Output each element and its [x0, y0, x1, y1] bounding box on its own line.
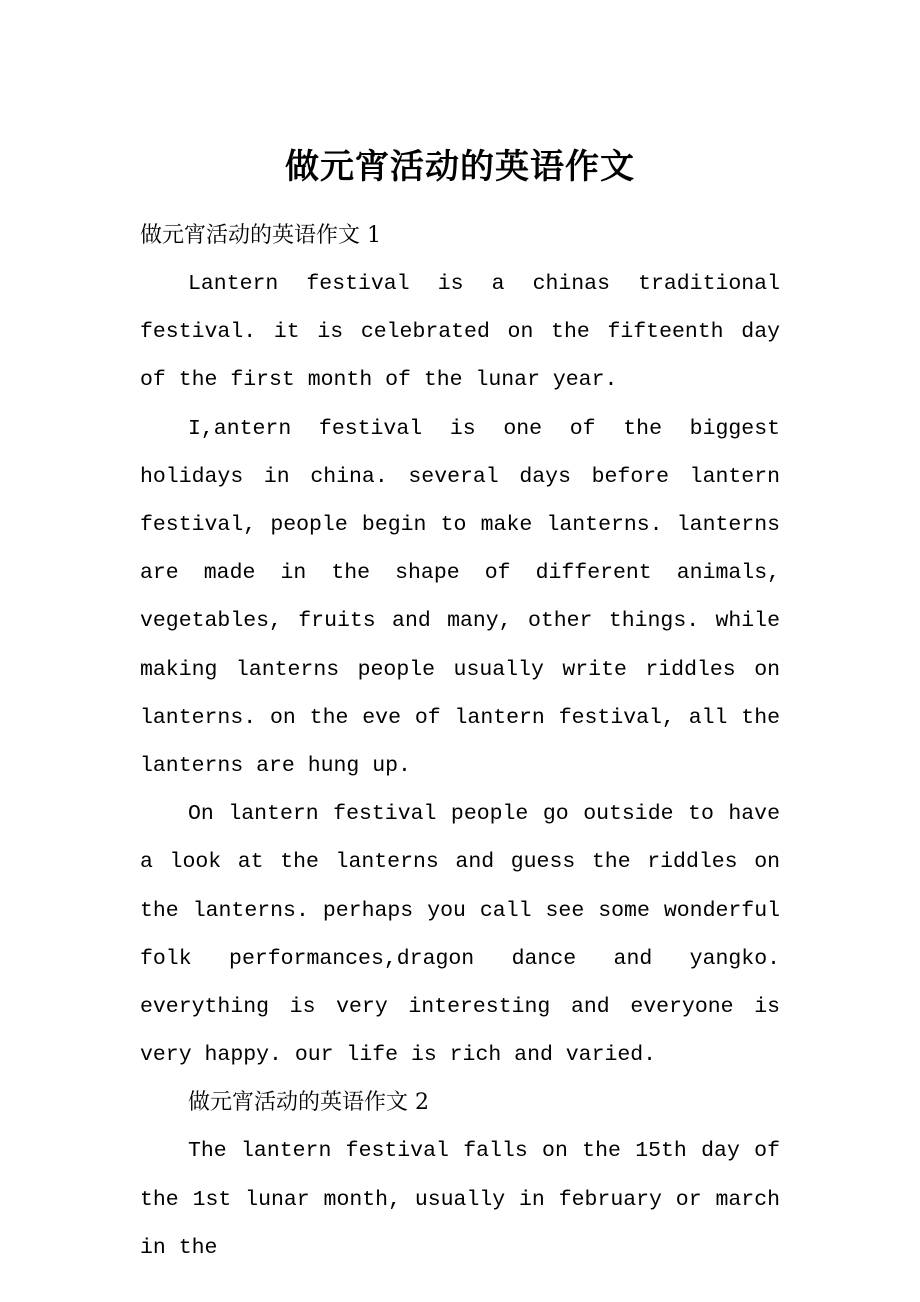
paragraph-1-1: Lantern festival is a chinas traditional festival. it is celebrated on the fifteenth day of the first month of the lunar year.	[140, 272, 780, 393]
essay-section-2	[140, 1079, 780, 1272]
paragraph-1-3: On lantern festival people go outside to have a look at the lanterns and guess the riddles on the lanterns. perhaps you call see some wonderful folk performances,dragon dance and yangko. everything is very interesting and everyone is very happy. our life is rich and varied.	[140, 802, 780, 1068]
section-heading-1: 做元宵活动的英语作文 1	[140, 223, 381, 248]
section-heading-2: 做元宵活动的英语作文 2	[188, 1090, 429, 1116]
paragraph-1-2: I,antern festival is one of the biggest holidays in china. several days before lantern festival, people begin to make lanterns. lanterns are made in the shape of different animals, vegetables, fruits and many, other things. while making lanterns people usually write riddles on lanterns. on the eve of lantern festival, all the lanterns are hung up.	[140, 416, 780, 779]
document-title: 做元宵活动的英语作文	[285, 147, 635, 187]
essay-section-1	[140, 212, 780, 1079]
paragraph-2-1: The lantern festival falls on the 15th day of the 1st lunar month, usually in february or march in the	[140, 1139, 780, 1260]
document-page	[140, 140, 780, 1272]
